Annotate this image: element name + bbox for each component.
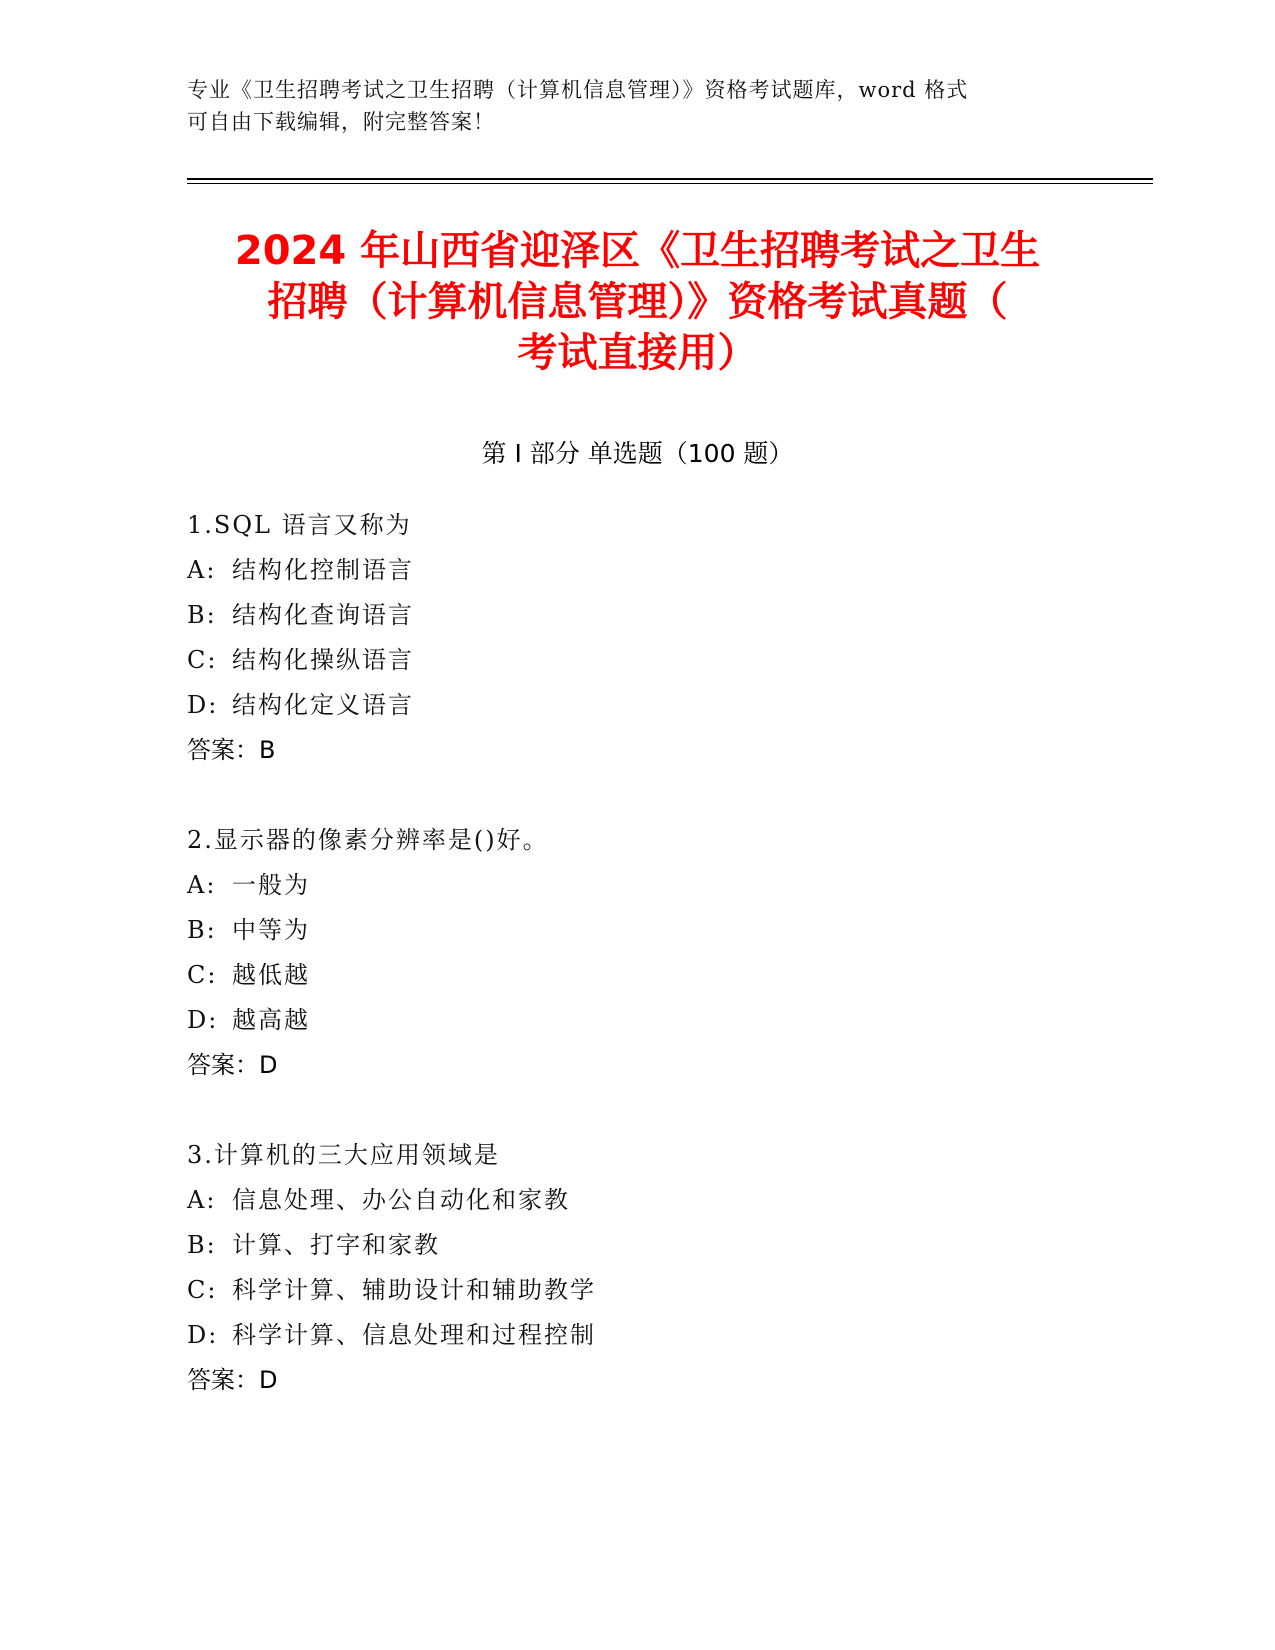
option-letter: C: [187,646,218,674]
answer-option [187,593,1087,638]
option-text: 结构化操纵语言 [232,646,414,674]
answer-key: 答案：B [187,736,276,764]
title-line: 招聘（计算机信息管理）》资格考试真题（ [267,279,1008,325]
answer-option [187,1268,1087,1313]
header-note-line: 专业《卫生招聘考试之卫生招聘（计算机信息管理）》资格考试题库，word 格式 [187,78,969,102]
answer-key: 答案：D [187,1051,278,1079]
header-note [187,74,1087,138]
question-stem: 3.计算机的三大应用领域是 [187,1141,500,1169]
option-letter: D: [187,1006,219,1034]
option-letter: B: [187,601,217,629]
option-text: 越低越 [232,961,310,989]
question-item [187,818,1087,1088]
title-line: 考试直接用） [517,330,758,376]
answer-option [187,908,1087,953]
option-text: 计算、打字和家教 [232,1231,440,1259]
header-divider [187,183,1153,184]
title-line: 2024 年山西省迎泽区《卫生招聘考试之卫生 [234,228,1041,274]
answer-option [187,863,1087,908]
option-letter: D: [187,1321,219,1349]
question-item [187,503,1087,773]
option-letter: B: [187,1231,217,1259]
option-letter: C: [187,961,218,989]
question-item [187,1133,1087,1403]
answer-option [187,638,1087,683]
question-stem: 1.SQL 语言又称为 [187,511,412,539]
document-title [150,226,1125,379]
option-text: 科学计算、辅助设计和辅助教学 [232,1276,596,1304]
option-text: 结构化控制语言 [232,556,414,584]
option-text: 一般为 [232,871,310,899]
answer-option [187,998,1087,1043]
answer-option [187,1178,1087,1223]
answer-option [187,1223,1087,1268]
option-text: 结构化定义语言 [232,691,414,719]
header-divider [187,178,1153,180]
answer-key: 答案：D [187,1366,278,1394]
option-letter: D: [187,691,219,719]
answer-option [187,548,1087,593]
option-letter: A: [187,871,217,899]
option-letter: A: [187,556,217,584]
question-stem: 2.显示器的像素分辨率是()好。 [187,826,549,854]
section-heading: 第 I 部分 单选题（100 题） [481,439,794,468]
option-letter: C: [187,1276,218,1304]
answer-option [187,683,1087,728]
header-note-line: 可自由下载编辑，附完整答案！ [187,110,495,134]
option-letter: A: [187,1186,217,1214]
option-text: 科学计算、信息处理和过程控制 [232,1321,596,1349]
option-letter: B: [187,916,217,944]
option-text: 越高越 [232,1006,310,1034]
option-text: 中等为 [232,916,310,944]
option-text: 结构化查询语言 [232,601,414,629]
option-text: 信息处理、办公自动化和家教 [232,1186,570,1214]
answer-option [187,953,1087,998]
answer-option [187,1313,1087,1358]
